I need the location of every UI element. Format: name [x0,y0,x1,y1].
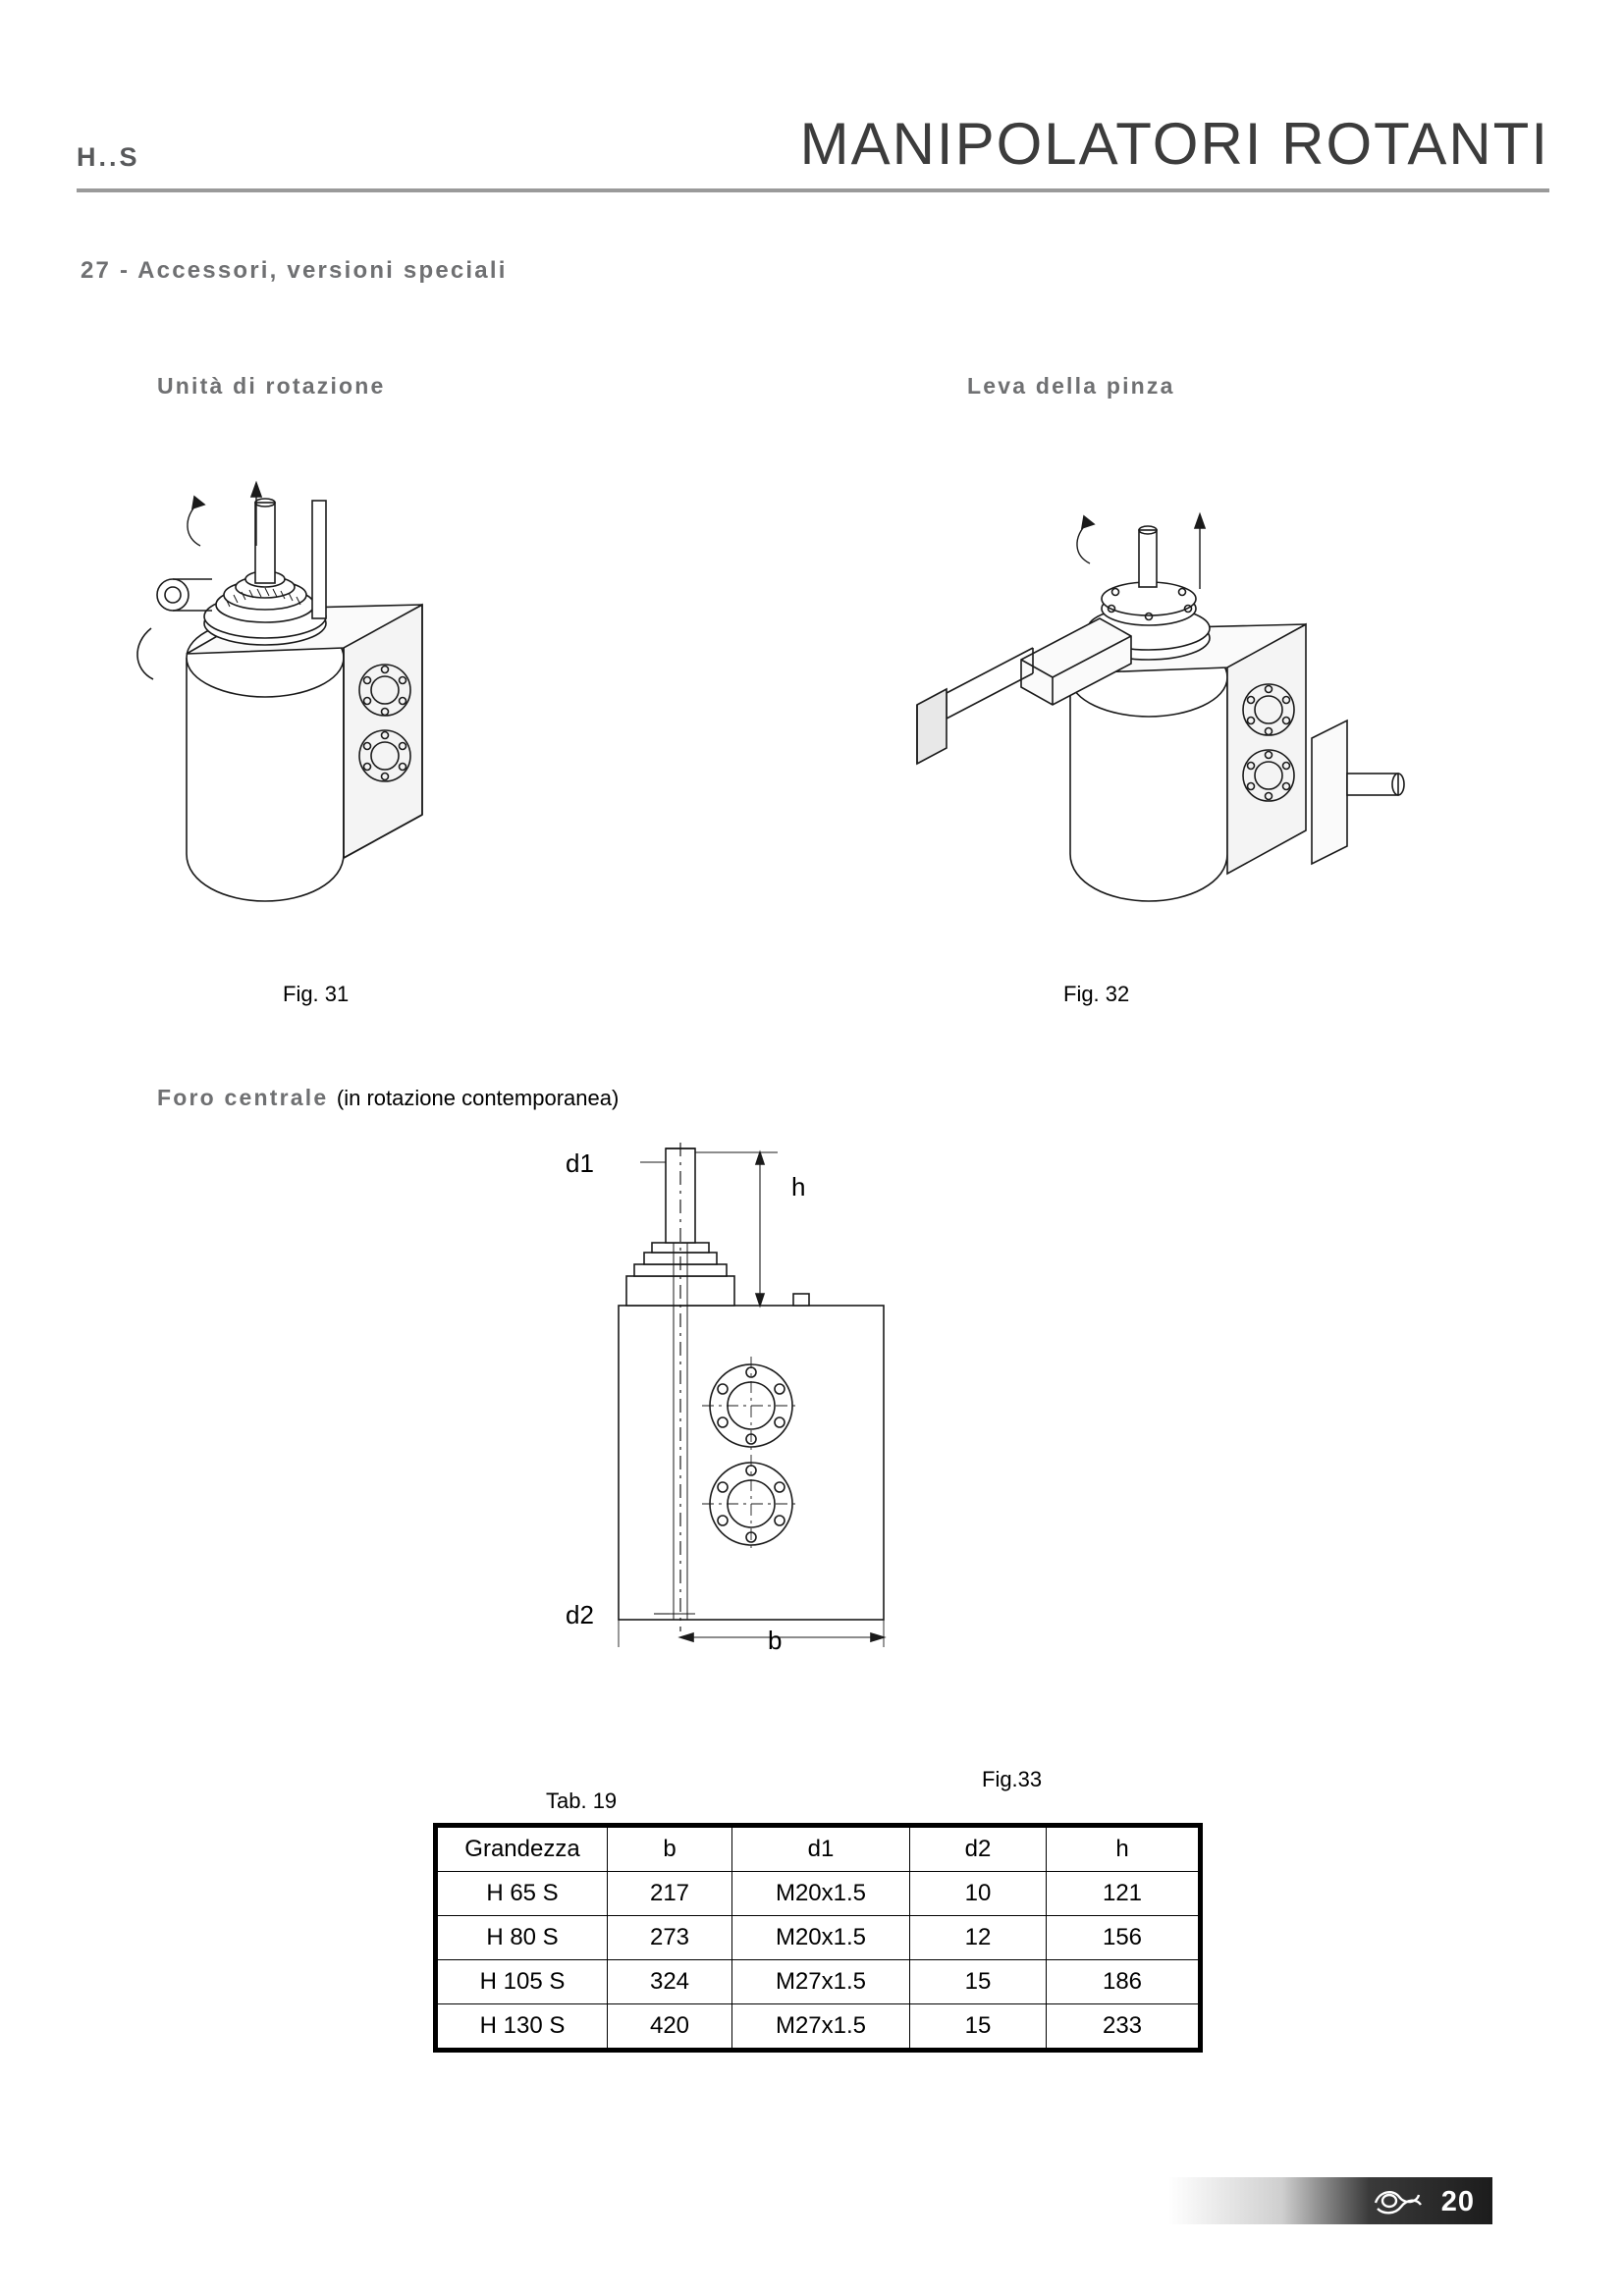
table-header-d1: d1 [732,1828,910,1872]
header-divider [77,188,1549,192]
table-row [438,2004,1199,2049]
cell-b: 420 [608,2004,732,2049]
figure-33-caption: Fig.33 [982,1767,1043,1791]
company-logo-icon [1370,2183,1427,2218]
page-number: 20 [1440,2186,1475,2217]
figure-31-caption: Fig. 31 [283,982,350,1006]
cell-h: 121 [1047,1872,1199,1916]
table-header-b: b [608,1828,732,1872]
cell-b: 217 [608,1872,732,1916]
table-header-h: h [1047,1828,1199,1872]
section-title: 27 - Accessori, versioni speciali [81,257,508,284]
cell-h: 156 [1047,1916,1199,1960]
table-header-d2: d2 [910,1828,1047,1872]
cell-d1: M20x1.5 [732,1872,910,1916]
table-19 [433,1823,1203,2053]
table-header-grandezza: Grandezza [438,1828,608,1872]
cell-b: 273 [608,1916,732,1960]
table-row [438,1872,1199,1916]
header-product-code: H..S [77,142,140,172]
figure-33-drawing [550,1129,1237,1757]
cell-grandezza: H 80 S [438,1916,608,1960]
subsection-rotation-unit: Unità di rotazione [157,373,386,399]
cell-h: 186 [1047,1960,1199,2004]
page-footer [1168,2177,1492,2224]
cell-d1: M20x1.5 [732,1916,910,1960]
dim-label-b: b [768,1626,783,1655]
table-row [438,1916,1199,1960]
table-header-row [438,1828,1199,1872]
cell-d2: 10 [910,1872,1047,1916]
cell-grandezza: H 130 S [438,2004,608,2049]
cell-grandezza: H 105 S [438,1960,608,2004]
cell-d2: 12 [910,1916,1047,1960]
cell-d2: 15 [910,1960,1047,2004]
table-row [438,1960,1199,2004]
cell-h: 233 [1047,2004,1199,2049]
cell-d1: M27x1.5 [732,1960,910,2004]
figure-31-drawing [128,461,638,972]
subsection-central-hole-note: (in rotazione contemporanea) [336,1086,620,1110]
page-title: MANIPOLATORI ROTANTI [799,111,1549,177]
cell-grandezza: H 65 S [438,1872,608,1916]
subsection-central-hole [157,1085,619,1111]
page-header [77,111,1549,188]
cell-d2: 15 [910,2004,1047,2049]
figure-32-caption: Fig. 32 [1063,982,1130,1006]
table-caption: Tab. 19 [546,1789,618,1813]
dim-label-h: h [791,1172,806,1201]
subsection-gripper-lever: Leva della pinza [967,373,1175,399]
cell-d1: M27x1.5 [732,2004,910,2049]
cell-b: 324 [608,1960,732,2004]
dim-label-d1: d1 [566,1148,594,1178]
subsection-central-hole-label: Foro centrale [157,1085,329,1110]
figure-32-drawing [903,461,1453,972]
dim-label-d2: d2 [566,1600,594,1629]
